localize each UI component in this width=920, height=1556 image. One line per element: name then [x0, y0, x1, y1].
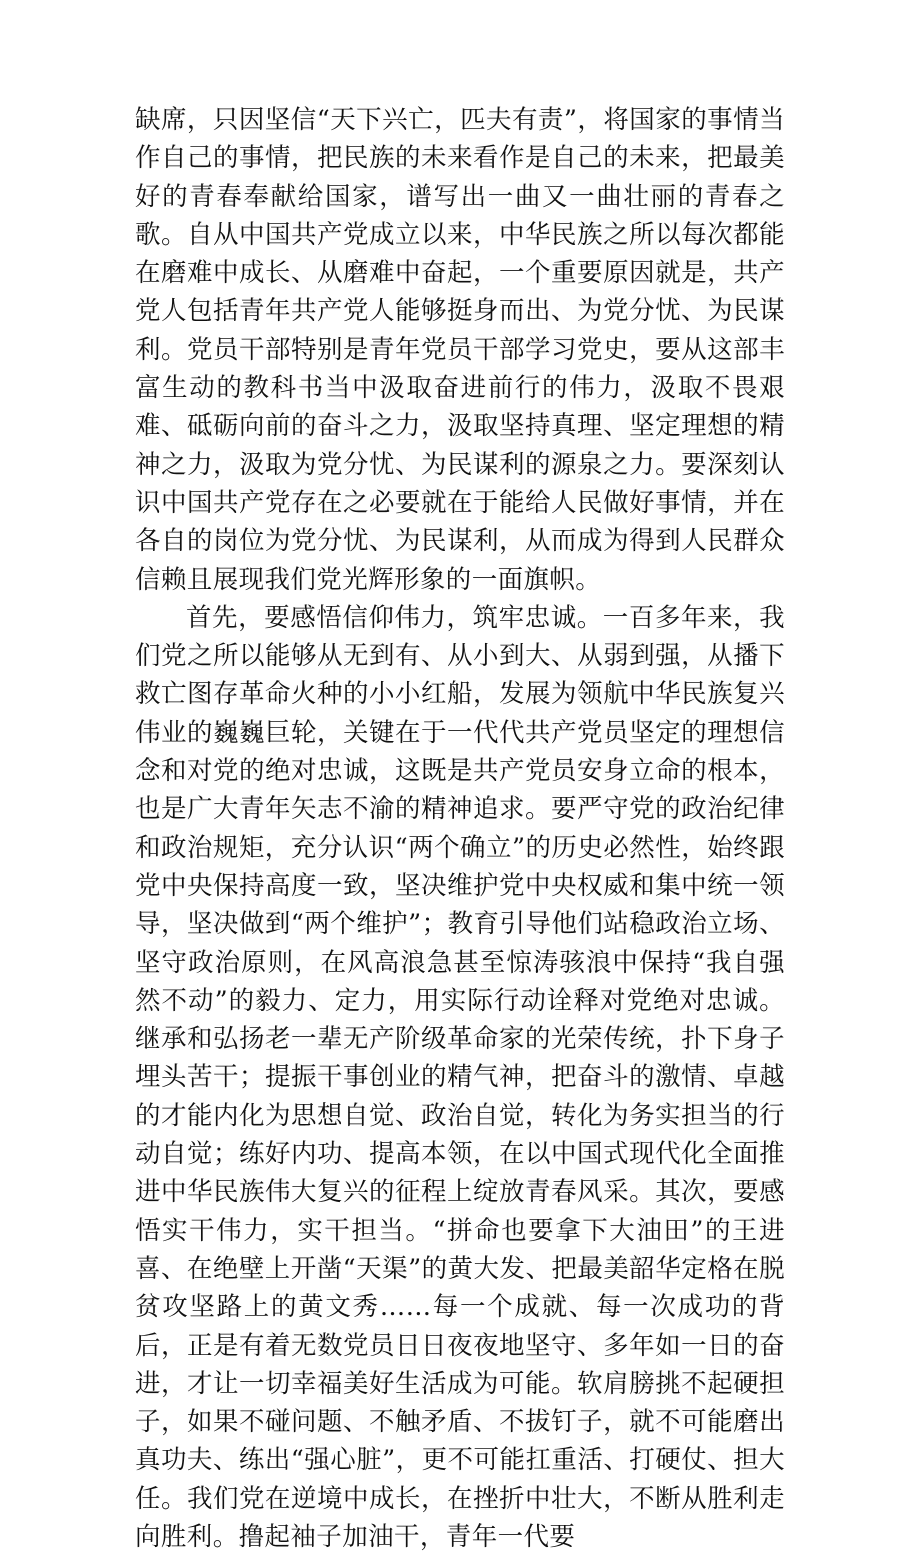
document-body: [135, 101, 785, 1556]
paragraph-2: 首先，要感悟信仰伟力，筑牢忠诚。一百多年来，我们党之所以能够从无到有、从小到大、从弱到强，从播下救亡图存革命火种的小小红船，发展为领航中华民族复兴伟业的巍巍巨轮，关键在于一代代共产党员坚定的理想信念和对党的绝对忠诚，这既是共产党员安身立命的根本，也是广大青年矢志不渝的精神追求。要严守党的政治纪律和政治规矩，充分认识“两个确立”的历史必然性，始终跟党中央保持高度一致，坚决维护党中央权威和集中统一领导，坚决做到“两个维护”；教育引导他们站稳政治立场、坚守政治原则，在风高浪急甚至惊涛骇浪中保持“我自强然不动”的毅力、定力，用实际行动诠释对党绝对忠诚。继承和弘扬老一辈无产阶级革命家的光荣传统，扑下身子埋头苦干；提振干事创业的精气神，把奋斗的激情、卓越的才能内化为思想自觉、政治自觉，转化为务实担当的行动自觉；练好内功、提高本领，在以中国式现代化全面推进中华民族伟大复兴的征程上绽放青春风采。其次，要感悟实干伟力，实干担当。“拼命也要拿下大油田”的王进喜、在绝壁上开凿“天渠”的黄大发、把最美韶华定格在脱贫攻坚路上的黄文秀……每一个成就、每一次成功的背后，正是有着无数党员日日夜夜地坚守、多年如一日的奋进，才让一切幸福美好生活成为可能。软肩膀挑不起硬担子，如果不碰问题、不触矛盾、不拔钉子，就不可能磨出真功夫、练出“强心脏”，更不可能扛重活、打硬仗、担大任。我们党在逆境中成长，在挫折中壮大，不断从胜利走向胜利。撸起袖子加油干，青年一代要: [135, 602, 785, 1552]
paragraph-1: 缺席，只因坚信“天下兴亡，匹夫有责”，将国家的事情当作自己的事情，把民族的未来看作是自己的未来，把最美好的青春奉献给国家，谱写出一曲又一曲壮丽的青春之歌。自从中国共产党成立以来，中华民族之所以每次都能在磨难中成长、从磨难中奋起，一个重要原因就是，共产党人包括青年共产党人能够挺身而出、为党分忧、为民谋利。党员干部特别是青年党员干部学习党史，要从这部丰富生动的教科书当中汲取奋进前行的伟力，汲取不畏艰难、砥砺向前的奋斗之力，汲取坚持真理、坚定理想的精神之力，汲取为党分忧、为民谋利的源泉之力。要深刻认识中国共产党存在之必要就在于能给人民做好事情，并在各自的岗位为党分忧、为民谋利，从而成为得到人民群众信赖且展现我们党光辉形象的一面旗帜。: [135, 105, 785, 595]
